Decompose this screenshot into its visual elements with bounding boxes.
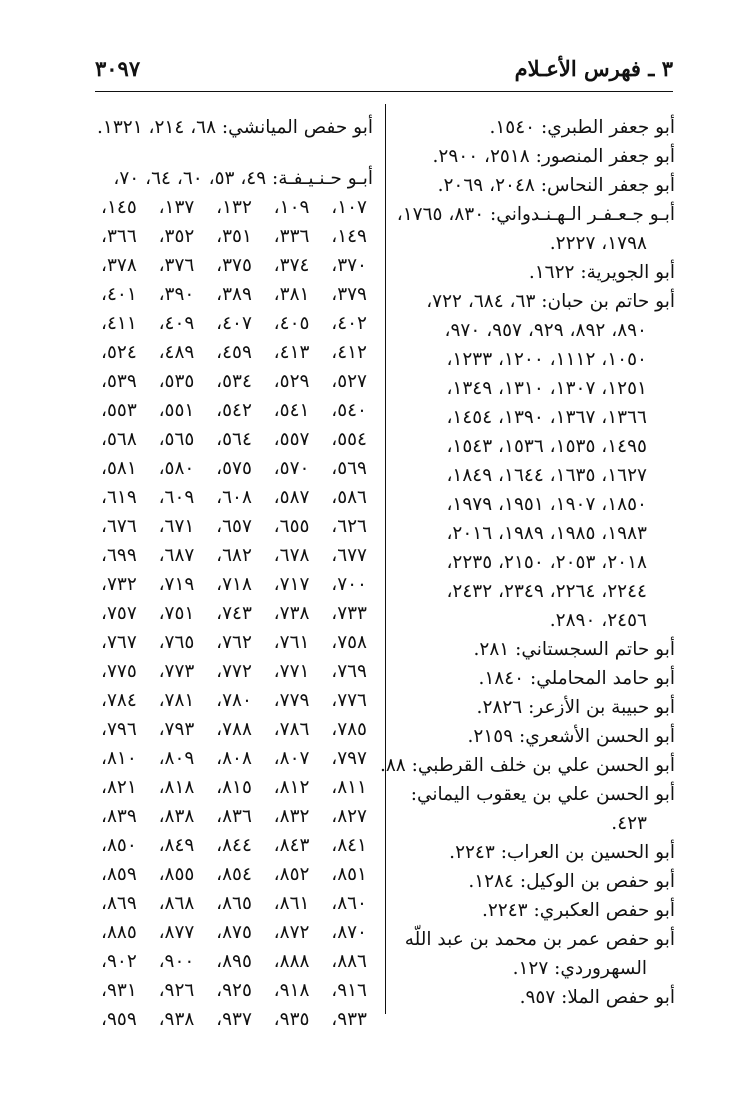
page-reference: ٤٨٩، (158, 342, 195, 363)
page-reference: ٨٣٢، (273, 806, 310, 827)
page-reference: ٣٩٠، (158, 284, 195, 305)
page-reference: ٣٧٥، (216, 255, 252, 276)
index-entry: أبو حفص الملا: ٩٥٧. (519, 987, 675, 1008)
page-reference: ٨٤٤، (216, 835, 252, 856)
page-reference: ٨٥١، (331, 864, 367, 885)
page-reference: ٨٧٠، (331, 922, 367, 943)
page-reference: ٥٢٧، (331, 371, 367, 392)
index-entry-continuation: ٨٩٠، ٨٩٢، ٩٢٩، ٩٥٧، ٩٧٠، (444, 320, 647, 341)
page-reference: ٨٤١، (331, 835, 367, 856)
page-reference: ٦٨٧، (158, 545, 195, 566)
page-reference: ٧٣٨، (273, 603, 310, 624)
index-entry: أبو جعفر المنصور: ٢٥١٨، ٢٩٠٠. (432, 146, 675, 167)
page-reference: ٧٧٦، (331, 690, 367, 711)
page-reference: ٨٠٩، (158, 748, 195, 769)
page-reference: ٥٣٩، (101, 371, 137, 392)
page-reference-row (95, 193, 373, 222)
index-entry: أبو الحسن علي بن خلف القرطبي: ٨٨. (379, 755, 675, 776)
page-reference: ٩٥٩، (101, 1009, 137, 1030)
page-reference: ٧٧١، (273, 661, 310, 682)
page-reference: ٤١٢، (331, 342, 367, 363)
page-reference-row (95, 280, 373, 309)
index-column-left (95, 113, 373, 1034)
page-reference-row (95, 860, 373, 889)
page-number: ٣٠٩٧ (95, 56, 141, 81)
page-reference: ٧٥٨، (331, 632, 367, 653)
page-reference: ٧١٧، (273, 574, 310, 595)
page-reference: ٧٧٩، (273, 690, 310, 711)
page-reference: ٥٦٩، (331, 458, 367, 479)
page-reference: ١٠٩، (273, 197, 310, 218)
page-reference: ٧٨٦، (273, 719, 310, 740)
page-reference: ٩١٨، (273, 980, 310, 1001)
page-reference: ٨٣٦، (216, 806, 252, 827)
page-reference-row (95, 570, 373, 599)
page-reference-row (95, 425, 373, 454)
index-entry: أبو الحسين بن العراب: ٢٢٤٣. (449, 842, 675, 863)
index-entry-continuation: ٢٢٤٤، ٢٢٦٤، ٢٣٤٩، ٢٤٣٢، (446, 581, 647, 602)
page-reference-row (95, 222, 373, 251)
page-reference: ٨٢٧، (331, 806, 367, 827)
page-reference-row (95, 831, 373, 860)
page-reference: ٤٠٢، (331, 313, 367, 334)
index-entry-continuation: ١٤٩٥، ١٥٣٥، ١٥٣٦، ١٥٤٣، (446, 436, 647, 457)
page-reference: ٦٥٧، (216, 516, 252, 537)
page-reference: ٩٢٦، (158, 980, 195, 1001)
page-reference: ٧٠٠، (331, 574, 367, 595)
entry-gap (95, 142, 373, 164)
page-reference: ٧٦٩، (331, 661, 367, 682)
index-entry-continuation: السهروردي: ١٢٧. (512, 958, 647, 979)
page-reference: ٨٦١، (273, 893, 310, 914)
index-entry-continuation: ١٢٥١، ١٣٠٧، ١٣١٠، ١٣٤٩، (446, 378, 647, 399)
page-reference-row (95, 396, 373, 425)
page-title: ٣ ـ فهرس الأعـلام (514, 56, 673, 81)
page-reference: ٨٦٩، (101, 893, 137, 914)
page-reference: ٤١١، (101, 313, 137, 334)
page-reference: ٥٧٥، (216, 458, 252, 479)
page-reference: ٨٥٢، (273, 864, 310, 885)
page-reference: ٣٣٦، (273, 226, 310, 247)
page-reference: ٨٧٧، (158, 922, 195, 943)
page-reference: ٣٧٠، (331, 255, 367, 276)
page-reference: ٩٣٧، (216, 1009, 252, 1030)
page-reference: ٨٤٣، (273, 835, 310, 856)
page-reference-row (95, 947, 373, 976)
page-reference: ٨٥٠، (101, 835, 137, 856)
index-entry: أبو حاتم السجستاني: ٢٨١. (473, 639, 675, 660)
page-reference: ٨٦٥، (216, 893, 252, 914)
page-reference: ٦٢٦، (331, 516, 367, 537)
page-reference: ٩٣٥، (273, 1009, 310, 1030)
page-reference: ٥٨٠، (158, 458, 195, 479)
page-reference: ٤١٣، (273, 342, 310, 363)
index-entry: أبو الحسن الأشعري: ٢١٥٩. (467, 726, 675, 747)
page-reference-row (95, 744, 373, 773)
page-reference: ٨٤٩، (158, 835, 195, 856)
page-reference: ٩١٦، (331, 980, 367, 1001)
page-reference: ٦٧٧، (331, 545, 367, 566)
page-reference: ٩٢٥، (216, 980, 252, 1001)
index-entry: أبو حفص بن الوكيل: ١٢٨٤. (468, 871, 675, 892)
page-reference: ٥٣٥، (158, 371, 195, 392)
page-reference: ٥٨٧، (273, 487, 310, 508)
page-reference: ٤٠٧، (216, 313, 252, 334)
index-entry: أبو حاتم بن حبان: ٦٣، ٦٨٤، ٧٢٢، (426, 291, 675, 312)
page-reference: ١٠٧، (331, 197, 367, 218)
page-reference: ٧٥١، (158, 603, 195, 624)
index-entry: أبو حفص عمر بن محمد بن عبد اللّه (404, 929, 675, 950)
page-reference: ٨٥٩، (101, 864, 137, 885)
page-reference: ٧٦٥، (158, 632, 195, 653)
index-entry-continuation: ١٦٢٧، ١٦٣٥، ١٦٤٤، ١٨٤٩، (446, 465, 647, 486)
page-reference: ١٣٧، (158, 197, 195, 218)
page-reference: ١٣٢، (216, 197, 252, 218)
page-reference: ٩٣١، (101, 980, 137, 1001)
page-reference: ٥٥٤، (331, 429, 367, 450)
page-reference: ٥٥٧، (273, 429, 310, 450)
page-reference: ٨٥٥، (158, 864, 195, 885)
page-reference: ٧٩٦، (101, 719, 137, 740)
page-reference: ٨٧٥، (216, 922, 252, 943)
page-reference: ٥٣٤، (216, 371, 252, 392)
page-reference: ٨٨٦، (331, 951, 367, 972)
page-reference: ٧٣٣، (331, 603, 367, 624)
page-reference: ٧٨١، (158, 690, 195, 711)
page-reference: ٨٣٩، (101, 806, 137, 827)
index-entry: أبـو جـعـفـر الـهـنـدواني: ٨٣٠، ١٧٦٥، (396, 204, 675, 225)
page-reference-row (95, 918, 373, 947)
header-rule (95, 91, 673, 92)
page-reference: ٧٨٨، (216, 719, 252, 740)
page-reference-row (95, 367, 373, 396)
page-reference: ٣٧٨، (101, 255, 137, 276)
index-entry-continuation: ١٧٩٨، ٢٢٢٧. (549, 233, 647, 254)
page-header (95, 48, 673, 88)
page-reference: ٨١٥، (216, 777, 252, 798)
page-reference: ٦٩٩، (101, 545, 137, 566)
page-reference: ٧٣٢، (101, 574, 137, 595)
page-reference: ٧٥٧، (101, 603, 137, 624)
page-reference-row (95, 1005, 373, 1034)
page-reference-row (95, 802, 373, 831)
page-reference: ٣٨٩، (216, 284, 252, 305)
page-reference: ٦٥٥، (273, 516, 310, 537)
page-reference: ٥٤٠، (331, 400, 367, 421)
column-divider (385, 104, 386, 1014)
index-entry-continuation: ١٩٨٣، ١٩٨٥، ١٩٨٩، ٢٠١٦، (446, 523, 647, 544)
page-reference: ٧٧٣، (158, 661, 195, 682)
page-reference-row (95, 512, 373, 541)
page-reference-row (95, 338, 373, 367)
index-entry-continuation: ٢٤٥٦، ٢٨٩٠. (549, 610, 647, 631)
index-column-right (379, 113, 675, 1012)
page-reference: ٨٠٧، (273, 748, 310, 769)
page-reference-row (95, 686, 373, 715)
page-reference: ١٤٩، (331, 226, 367, 247)
page-reference: ٦٧٨، (273, 545, 310, 566)
page-reference-row (95, 454, 373, 483)
page-reference: ٣٥٢، (158, 226, 195, 247)
page-reference: ٥٦٥، (158, 429, 195, 450)
page-reference-row (95, 889, 373, 918)
index-entry: أبو حبيبة بن الأزعر: ٢٨٢٦. (476, 697, 675, 718)
page-reference: ٣٦٦، (101, 226, 137, 247)
page-reference: ٣٧٦، (158, 255, 195, 276)
page-reference-row (95, 309, 373, 338)
page-reference: ٨١١، (331, 777, 367, 798)
page-reference: ٤٥٩، (216, 342, 252, 363)
page-references-grid (95, 193, 373, 1034)
page-reference: ٧٦١، (273, 632, 310, 653)
page-reference: ٨١٢، (273, 777, 310, 798)
index-entry: أبو جعفر الطبري: ١٥٤٠. (489, 117, 675, 138)
index-entry-continuation: ١٨٥٠، ١٩٠٧، ١٩٥١، ١٩٧٩، (446, 494, 647, 515)
page-reference: ٥٢٤، (101, 342, 137, 363)
page-reference: ٣٨١، (273, 284, 310, 305)
page-reference-row (95, 483, 373, 512)
page-reference-row (95, 628, 373, 657)
index-entry: أبو الجويرية: ١٦٢٢. (528, 262, 675, 283)
page-reference: ٨٠٨، (216, 748, 252, 769)
page-reference: ٦٨٢، (216, 545, 252, 566)
page-reference: ٤٠٩، (158, 313, 195, 334)
page-reference: ٧٨٥، (331, 719, 367, 740)
page-reference: ٨٥٤، (216, 864, 252, 885)
page-reference: ٥٥٣، (101, 400, 137, 421)
index-entry-continuation: ٢٠١٨، ٢٠٥٣، ٢١٥٠، ٢٢٣٥، (446, 552, 647, 573)
page-reference: ٧١٨، (216, 574, 252, 595)
page-reference: ٨٨٥، (101, 922, 137, 943)
page-reference: ٥٧٠، (273, 458, 310, 479)
page-reference: ٧٦٢، (216, 632, 252, 653)
page-reference: ٧٩٧، (331, 748, 367, 769)
index-entry: أبو جعفر النحاس: ٢٠٤٨، ٢٠٦٩. (437, 175, 675, 196)
page-reference: ٩٠٢، (101, 951, 137, 972)
page-reference: ٣٧٤، (273, 255, 310, 276)
page-reference: ٧٧٥، (101, 661, 137, 682)
page-reference: ٥٦٨، (101, 429, 137, 450)
page-reference: ٤٠١، (101, 284, 137, 305)
page-reference: ١٤٥، (101, 197, 137, 218)
page-reference: ٦٠٨، (216, 487, 252, 508)
page-reference-row (95, 251, 373, 280)
page-reference: ٨٩٥، (216, 951, 252, 972)
index-entry-continuation: ٤٢٣. (611, 813, 647, 834)
page-reference: ٩٣٣، (331, 1009, 367, 1030)
page-reference: ٧٦٧، (101, 632, 137, 653)
page-reference: ٥٥١، (158, 400, 195, 421)
page-reference: ٥٦٤، (216, 429, 252, 450)
index-entry-continuation: ١٠٥٠، ١١١٢، ١٢٠٠، ١٢٣٣، (446, 349, 647, 370)
page-reference-row (95, 773, 373, 802)
page-reference: ٨٦٨، (158, 893, 195, 914)
page-reference: ٧١٩، (158, 574, 195, 595)
page-reference: ٩٠٠، (158, 951, 195, 972)
page-reference: ٨١٠، (101, 748, 137, 769)
page-reference: ٥٢٩، (273, 371, 310, 392)
page-reference: ٣٥١، (216, 226, 252, 247)
page-reference: ٦٧٦، (101, 516, 137, 537)
page-reference-row (95, 976, 373, 1005)
page-reference: ٣٧٩، (331, 284, 367, 305)
page-reference: ٨٦٠، (331, 893, 367, 914)
index-entry: أبو حفص الميانشي: ٦٨، ٢١٤، ١٣٢١. (97, 117, 373, 138)
page-reference-row (95, 715, 373, 744)
page-reference: ٦٧١، (158, 516, 195, 537)
page-reference: ٧٤٣، (216, 603, 252, 624)
page-reference: ٨٢١، (101, 777, 137, 798)
index-entry: أبو الحسن علي بن يعقوب اليماني: (410, 784, 675, 805)
page-reference: ٧٨٠، (216, 690, 252, 711)
page-reference: ٨٨٨، (273, 951, 310, 972)
index-entry: أبو حفص العكبري: ٢٢٤٣. (481, 900, 675, 921)
page-reference: ٧٧٢، (216, 661, 252, 682)
page-reference: ٥٨٦، (331, 487, 367, 508)
index-entry: أبـو حـنـيـفـة: ٤٩، ٥٣، ٦٠، ٦٤، ٧٠، (113, 168, 373, 189)
page-reference-row (95, 657, 373, 686)
page-reference: ٧٨٤، (101, 690, 137, 711)
page-reference: ٦٠٩، (158, 487, 195, 508)
page-reference: ٨١٨، (158, 777, 195, 798)
page-reference: ٦١٩، (101, 487, 137, 508)
page-reference: ٥٤٢، (216, 400, 252, 421)
page-reference-row (95, 541, 373, 570)
index-entry-continuation: ١٣٦٦، ١٣٦٧، ١٣٩٠، ١٤٥٤، (446, 407, 647, 428)
index-entry: أبو حامد المحاملي: ١٨٤٠. (478, 668, 675, 689)
page-reference: ٩٣٨، (158, 1009, 195, 1030)
page-reference: ٨٧٢، (273, 922, 310, 943)
page-reference: ٥٨١، (101, 458, 137, 479)
page-reference: ٥٤١، (273, 400, 310, 421)
page-reference: ٤٠٥، (273, 313, 310, 334)
page-reference: ٧٩٣، (158, 719, 195, 740)
page-reference-row (95, 599, 373, 628)
page-reference: ٨٣٨، (158, 806, 195, 827)
